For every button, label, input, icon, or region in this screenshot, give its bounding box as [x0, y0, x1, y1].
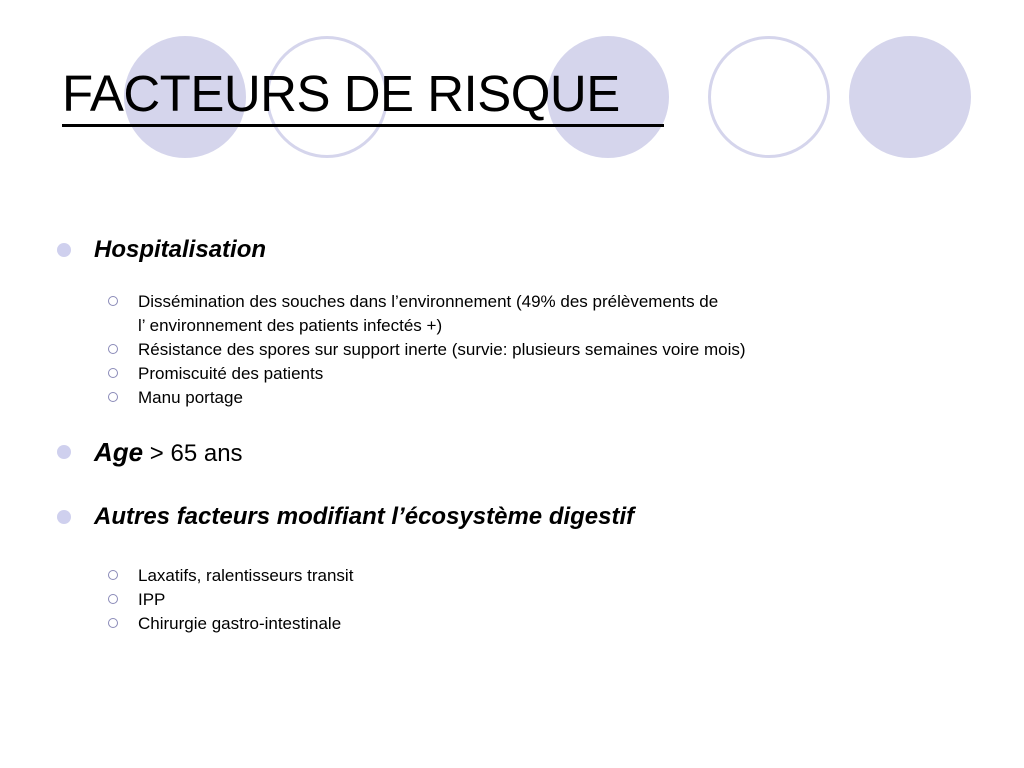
bullet-icon: [57, 243, 71, 257]
sub-bullet-icon: [108, 296, 118, 306]
list-item: Manu portage: [138, 388, 243, 407]
list-item: Chirurgie gastro-intestinale: [138, 614, 342, 633]
section-heading-age: [94, 437, 243, 469]
decor-circle-ring: [708, 36, 830, 158]
sub-bullet-icon: [108, 344, 118, 354]
list-item: IPP: [138, 590, 166, 609]
list-item: Promiscuité des patients: [138, 364, 324, 383]
sub-bullet-icon: [108, 570, 118, 580]
title-underline: [62, 124, 664, 127]
sub-bullet-icon: [108, 392, 118, 402]
age-value: > 65 ans: [143, 440, 243, 467]
sub-bullet-icon: [108, 594, 118, 604]
section-heading-hospitalisation: Hospitalisation: [94, 236, 267, 263]
sub-bullet-icon: [108, 368, 118, 378]
slide-title: FACTEURS DE RISQUE: [62, 65, 620, 122]
list-item: Laxatifs, ralentisseurs transit: [138, 566, 354, 585]
bullet-icon: [57, 510, 71, 524]
list-item: Résistance des spores sur support inerte (survie: plusieurs semaines voire mois): [138, 340, 746, 359]
bullet-icon: [57, 445, 71, 459]
list-item-continuation: l’ environnement des patients infectés +): [138, 316, 443, 335]
list-item: Dissémination des souches dans l’environnement (49% des prélèvements de: [138, 292, 719, 311]
sub-bullet-icon: [108, 618, 118, 628]
age-label: Age: [94, 437, 144, 467]
section-heading-autres-facteurs: Autres facteurs modifiant l’écosystème digestif: [94, 503, 635, 530]
decor-circle-filled: [849, 36, 971, 158]
